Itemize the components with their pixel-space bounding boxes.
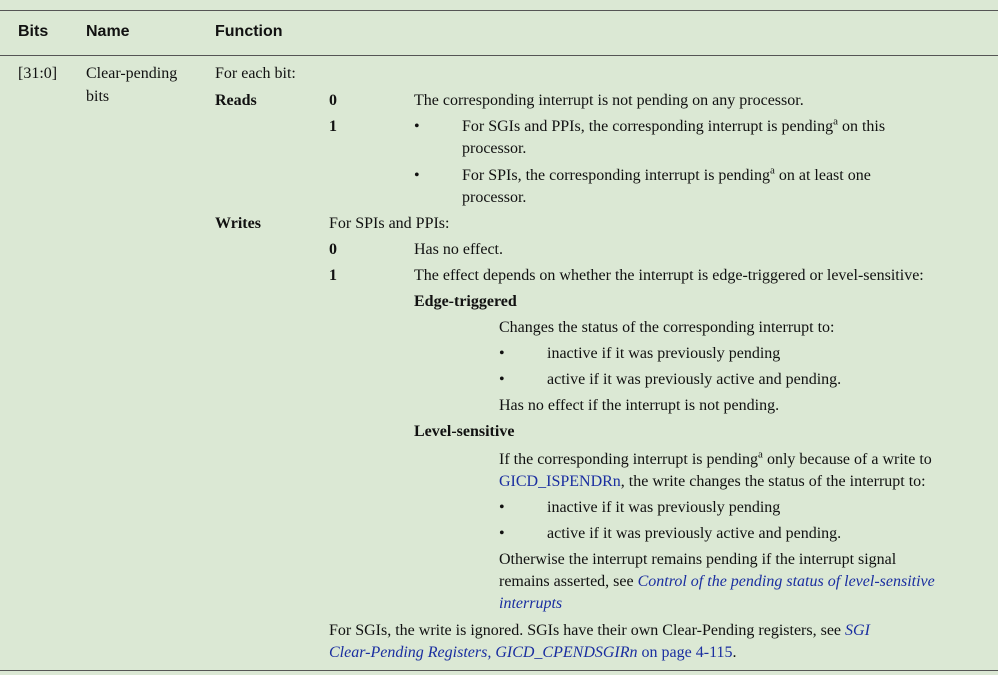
reads-label: Reads [215, 92, 257, 109]
reads-1-bullet2-line2: processor. [462, 189, 527, 206]
bullet: • [499, 371, 505, 388]
footnote-a: a [833, 115, 838, 128]
pending-status-link-cont[interactable]: interrupts [499, 595, 563, 612]
level-line2: GICD_ISPENDRn, the write changes the status of the interrupt to: [499, 473, 926, 490]
sgi-clear-pending-link-cont[interactable]: Clear-Pending Registers, GICD_CPENDSGIRn [329, 644, 638, 661]
level-otherwise-line1: Otherwise the interrupt remains pending if the interrupt signal [499, 551, 897, 568]
table-header [0, 10, 998, 56]
col-header-bits: Bits [18, 23, 49, 40]
reads-1-bullet1-line1: For SGIs and PPIs, the corresponding interrupt is pending$^a$ on this [462, 115, 886, 135]
sgi-clear-pending-link[interactable]: SGI [845, 622, 870, 639]
edge-bullet2: active if it was previously active and pending. [547, 371, 842, 388]
col-header-name: Name [86, 23, 130, 40]
bullet: • [414, 118, 420, 135]
writes-label: Writes [215, 215, 261, 232]
edge-intro: Changes the status of the corresponding interrupt to: [499, 319, 835, 336]
bullet: • [499, 345, 505, 362]
level-sensitive-title: Level-sensitive [414, 423, 515, 440]
for-each-bit: For each bit: [215, 65, 296, 82]
edge-outro: Has no effect if the interrupt is not pending. [499, 397, 780, 414]
gicd-ispendrn-link[interactable]: GICD_ISPENDRn [499, 473, 621, 490]
level-bullet2: active if it was previously active and pending. [547, 525, 842, 542]
table-bottom-rule [0, 670, 998, 671]
footnote-a: a [758, 448, 763, 461]
reads-1-bullet2-line1: For SPIs, the corresponding interrupt is pending$^a$ on at least one [462, 164, 871, 184]
edge-triggered-title: Edge-triggered [414, 293, 517, 310]
level-otherwise-line2: remains asserted, see Control of the pending status of level-sensitive [499, 573, 935, 590]
writes-1-text: The effect depends on whether the interrupt is edge-triggered or level-sensitive: [414, 267, 924, 284]
name-line1: Clear-pending [86, 65, 178, 82]
pending-status-link[interactable]: Control of the pending status of level-sensitive [637, 573, 935, 590]
reads-1-bullet1-line2: processor. [462, 140, 527, 157]
writes-0-value: 0 [329, 241, 337, 258]
reads-0-text: The corresponding interrupt is not pending on any processor. [414, 92, 804, 109]
col-header-function: Function [215, 23, 283, 40]
writes-1-value: 1 [329, 267, 337, 284]
name-line2: bits [86, 88, 110, 105]
level-bullet1: inactive if it was previously pending [547, 499, 781, 516]
footnote-a: a [769, 164, 775, 177]
bullet: • [499, 499, 505, 516]
sgi-line1: For SGIs, the write is ignored. SGIs have their own Clear-Pending registers, see SGI [329, 622, 870, 639]
level-line1: If the corresponding interrupt is pending$^a$ only because of a write to [499, 448, 932, 468]
bits-cell: [31:0] [18, 65, 58, 82]
writes-0-text: Has no effect. [414, 241, 503, 258]
reads-1-value: 1 [329, 118, 337, 135]
reads-0-value: 0 [329, 92, 337, 109]
sgi-line2: Clear-Pending Registers, GICD_CPENDSGIRn on page 4-115. [329, 644, 737, 661]
page-ref-link[interactable]: on page 4-115 [637, 644, 733, 661]
bullet: • [499, 525, 505, 542]
bullet: • [414, 167, 420, 184]
edge-bullet1: inactive if it was previously pending [547, 345, 781, 362]
writes-intro: For SPIs and PPIs: [329, 215, 450, 232]
